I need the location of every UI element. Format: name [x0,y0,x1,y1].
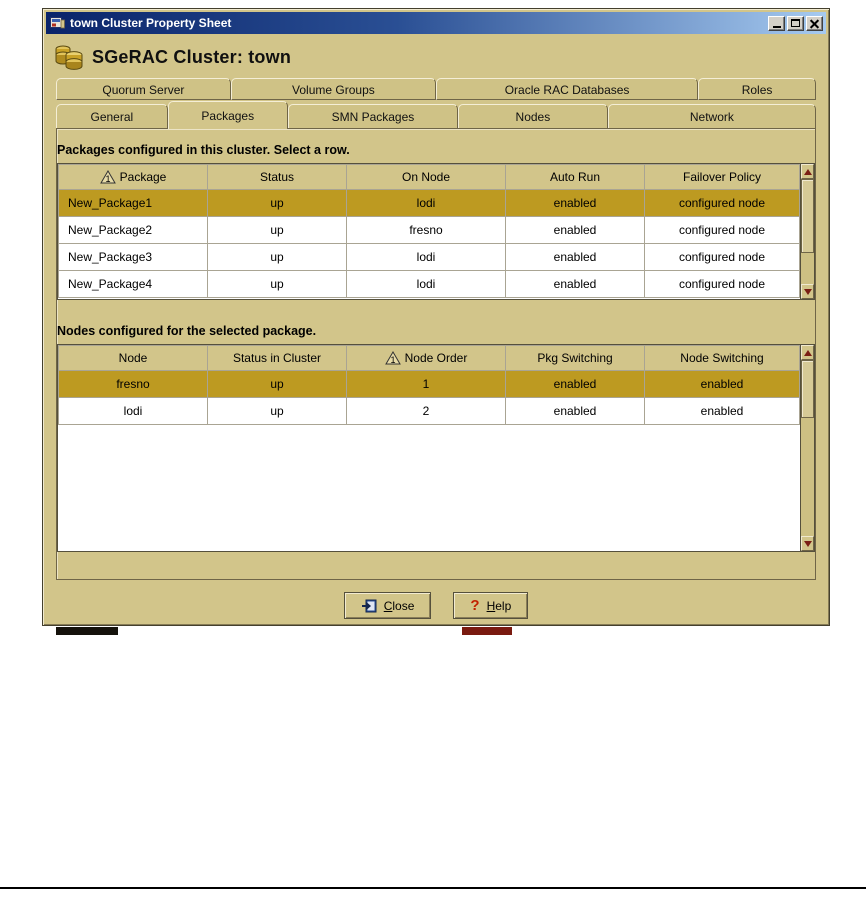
footer-rule [0,887,866,889]
exit-icon [361,599,377,613]
tab-network[interactable] [608,104,816,128]
cell-status[interactable]: up [208,217,347,244]
cell-status[interactable]: up [208,271,347,298]
close-button[interactable] [344,592,432,619]
column-label: Node [118,351,148,365]
packages-scrollbar[interactable] [800,164,814,299]
tab-roles[interactable] [698,78,816,100]
window-title: town Cluster Property Sheet [70,16,232,30]
tabs-area [56,77,816,128]
cell-pkg-switching[interactable]: enabled [506,371,645,398]
column-header-on-node[interactable] [347,165,506,190]
nodes-scrollbar[interactable] [800,345,814,551]
cell-auto-run[interactable]: enabled [506,217,645,244]
table-row[interactable] [59,244,800,271]
cell-node[interactable]: lodi [59,398,208,425]
help-button[interactable] [453,592,528,619]
column-label: Pkg Switching [537,351,613,365]
column-header-status[interactable] [208,165,347,190]
tab-label: Nodes [515,110,551,124]
cell-auto-run[interactable]: enabled [506,244,645,271]
cell-on-node[interactable]: lodi [347,271,506,298]
sort-order-badge: 1 [105,174,111,184]
table-row[interactable] [59,271,800,298]
cell-pkg-switching[interactable]: enabled [506,398,645,425]
tab-volume-groups[interactable] [231,78,436,100]
maximize-button[interactable] [787,16,804,31]
nodes-section-label: Nodes configured for the selected package. [57,324,317,338]
tab-nodes[interactable] [458,104,608,128]
cell-on-node[interactable]: lodi [347,244,506,271]
arrow-down-icon [804,541,812,547]
tab-quorum-server[interactable] [56,78,231,100]
tab-label: Oracle RAC Databases [504,83,630,97]
cell-failover-policy[interactable]: configured node [645,217,800,244]
scroll-down-button[interactable] [801,284,814,299]
property-sheet-window [42,8,830,626]
tab-packages[interactable] [168,101,288,129]
cell-status-in-cluster[interactable]: up [208,371,347,398]
page-artifact [462,627,512,635]
cell-package[interactable]: New_Package1 [59,190,208,217]
tab-label: Network [689,110,734,124]
column-header-auto-run[interactable] [506,165,645,190]
scroll-up-button[interactable] [801,345,814,360]
table-row-selected[interactable] [59,371,800,398]
sort-order-badge: 1 [390,355,396,365]
sort-order-icon [100,170,116,184]
packages-header-row [59,165,800,190]
column-label: On Node [401,170,451,184]
tab-label: Roles [741,83,773,97]
page-artifact [56,627,118,635]
button-mnemonic: C [383,598,393,613]
cell-auto-run[interactable]: enabled [506,271,645,298]
cell-status-in-cluster[interactable]: up [208,398,347,425]
cell-status[interactable]: up [208,190,347,217]
minimize-icon [773,26,781,28]
cell-failover-policy[interactable]: configured node [645,190,800,217]
maximize-icon [791,19,800,27]
tab-label: Packages [201,109,255,123]
window-controls [768,16,823,31]
tab-label: General [90,110,134,124]
tab-general[interactable] [56,104,168,128]
arrow-up-icon [804,169,812,175]
tab-strip-front [56,100,816,128]
column-header-node-switching[interactable] [645,346,800,371]
column-label: Failover Policy [682,170,762,184]
button-mnemonic: H [486,598,496,613]
column-header-failover-policy[interactable] [645,165,800,190]
nodes-header-row [59,346,800,371]
tab-strip-back [56,77,816,100]
column-label: Package [119,170,167,184]
tab-oracle-rac-databases[interactable] [436,78,698,100]
cell-auto-run[interactable]: enabled [506,190,645,217]
sort-order-icon [385,351,401,365]
close-icon [810,19,819,28]
tab-label: Quorum Server [102,83,185,97]
close-window-button[interactable] [806,16,823,31]
window-titlebar[interactable] [46,12,826,34]
page-title: SGeRAC Cluster: town [92,46,292,67]
table-row[interactable] [59,217,800,244]
scrollbar-thumb[interactable] [801,360,814,418]
cell-node[interactable]: fresno [59,371,208,398]
nodes-table [57,344,815,552]
column-header-node-order[interactable] [347,346,506,371]
help-icon: ? [470,597,480,614]
scrollbar-track[interactable] [801,418,814,536]
packages-tab-panel [56,128,816,580]
tab-label: Volume Groups [292,83,375,97]
column-header-package[interactable] [59,165,208,190]
scroll-down-button[interactable] [801,536,814,551]
cell-on-node[interactable]: fresno [347,217,506,244]
scroll-up-button[interactable] [801,164,814,179]
cell-on-node[interactable]: lodi [347,190,506,217]
cell-node-switching[interactable]: enabled [645,398,800,425]
table-row[interactable] [59,398,800,425]
cell-package[interactable]: New_Package3 [59,244,208,271]
minimize-button[interactable] [768,16,785,31]
column-header-node[interactable] [59,346,208,371]
cell-node-order[interactable]: 2 [347,398,506,425]
button-label: lose [392,598,415,613]
column-label: Node Order [404,351,468,365]
button-label: elp [495,598,512,613]
column-label: Status in Cluster [232,351,322,365]
arrow-down-icon [804,289,812,295]
sheet-header [54,43,826,71]
column-label: Status [259,170,295,184]
window-icon [50,16,65,30]
column-header-pkg-switching[interactable] [506,346,645,371]
tab-smn-packages[interactable] [288,104,458,128]
column-label: Auto Run [549,170,601,184]
tab-label: SMN Packages [331,110,415,124]
cell-package[interactable]: New_Package2 [59,217,208,244]
scrollbar-track[interactable] [801,253,814,284]
cell-status[interactable]: up [208,244,347,271]
column-header-status-in-cluster[interactable] [208,346,347,371]
cell-failover-policy[interactable]: configured node [645,271,800,298]
table-row-selected[interactable] [59,190,800,217]
packages-table [57,163,815,300]
column-label: Node Switching [680,351,764,365]
cluster-icon [54,43,84,71]
cell-package[interactable]: New_Package4 [59,271,208,298]
cell-node-order[interactable]: 1 [347,371,506,398]
dialog-button-row [46,592,826,619]
arrow-up-icon [804,350,812,356]
scrollbar-thumb[interactable] [801,179,814,253]
cell-failover-policy[interactable]: configured node [645,244,800,271]
packages-section-label: Packages configured in this cluster. Select a row. [57,143,350,157]
cell-node-switching[interactable]: enabled [645,371,800,398]
